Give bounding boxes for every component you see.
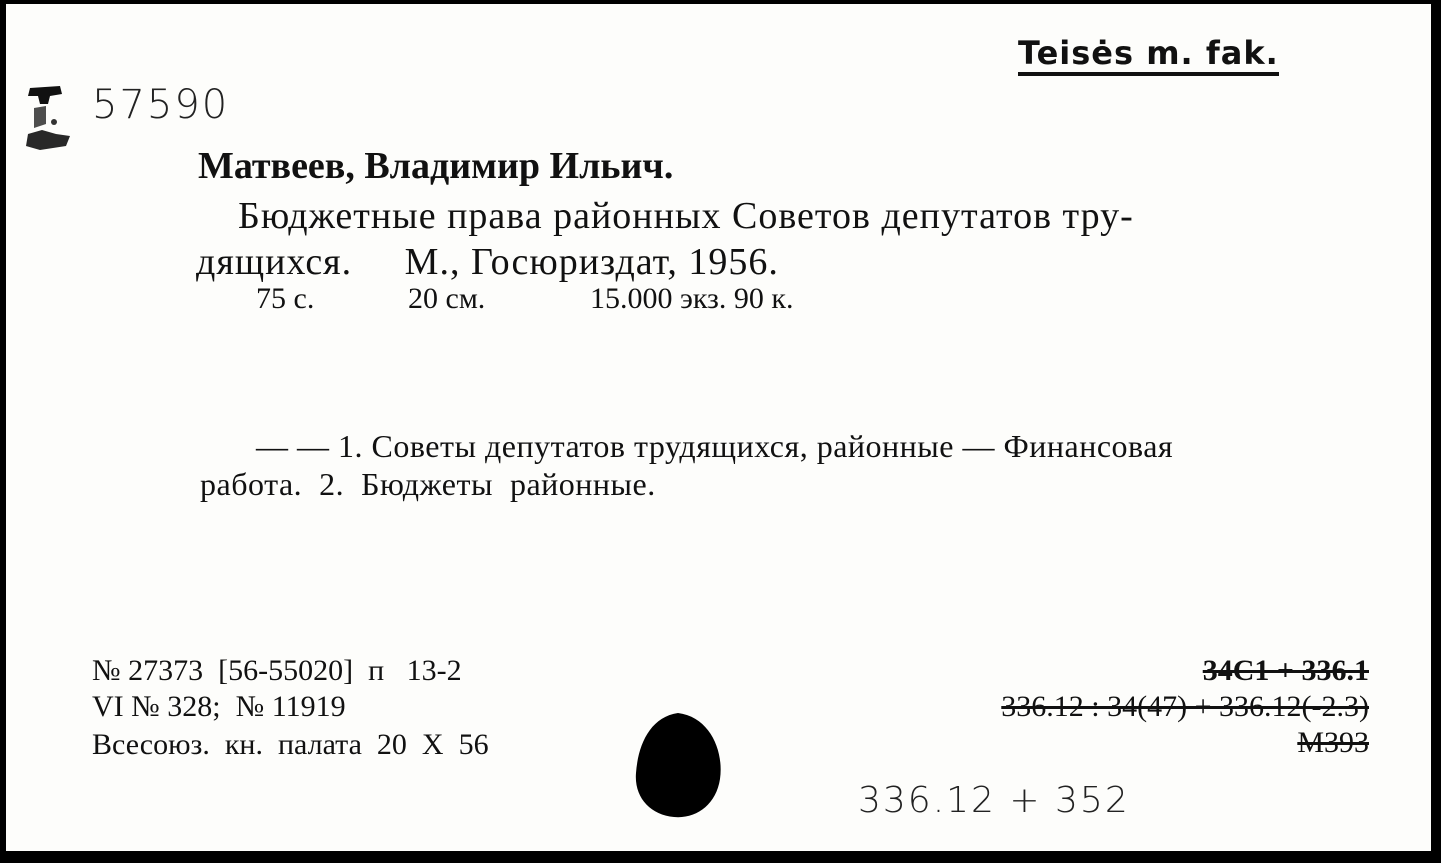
author-heading: Матвеев, Владимир Ильич.	[198, 145, 674, 187]
catalog-card	[6, 4, 1431, 851]
stamp-mark-icon	[20, 84, 82, 162]
title-line-1: Бюджетные права районных Советов депутатов тру-	[238, 195, 1134, 237]
handwritten-classification: 336.12 + 352	[858, 780, 1130, 821]
catalog-line-1: № 27373 [56-55020] п 13-2	[92, 654, 462, 687]
library-stamp-text: Teisės m. fak.	[1018, 34, 1279, 76]
catalog-line-2: VI № 328; № 11919	[92, 690, 346, 723]
physical-size: 20 см.	[408, 282, 486, 315]
classification-line-2: 336.12 : 34(47) + 336.12(-2.3)	[1001, 690, 1369, 723]
accession-number: 57590	[92, 82, 230, 128]
classification-line-1: 34С1 + 336.1	[1202, 654, 1369, 687]
title-line-2: дящихся. М., Госюриздат, 1956.	[196, 241, 779, 283]
subjects-line-2: работа. 2. Бюджеты районные.	[200, 466, 656, 502]
physical-copies-price: 15.000 экз. 90 к.	[590, 282, 794, 315]
physical-pages: 75 с.	[256, 282, 315, 315]
classification-line-3: М393	[1297, 726, 1369, 759]
punch-hole-blot	[630, 711, 724, 821]
catalog-line-3: Всесоюз. кн. палата 20 X 56	[92, 728, 489, 761]
subjects-line-1: — — 1. Советы депутатов трудящихся, районные — Финансовая	[256, 428, 1174, 464]
